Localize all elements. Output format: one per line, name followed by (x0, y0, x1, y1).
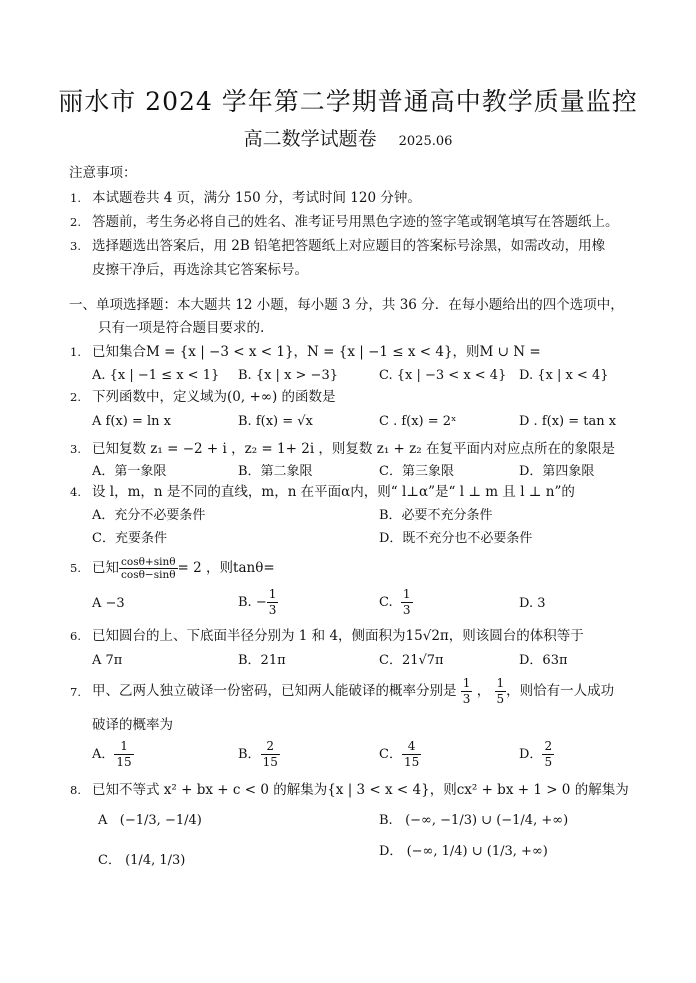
q6-option-d: D．63π (519, 653, 568, 668)
q7-d-label: D． (519, 747, 543, 762)
q7-c-den: 15 (403, 755, 420, 769)
subtitle-text: 高二数学试题卷 (243, 128, 377, 150)
q7-stem-cont: 破译的概率为 (92, 717, 173, 733)
question-number: 5. (70, 561, 81, 575)
exam-date: 2025.06 (398, 134, 453, 149)
q7-b-fraction (261, 739, 280, 770)
q8-a-label: A (98, 813, 108, 828)
question-4-stem: 设 l，m，n 是不同的直线，m，n 在平面α内，则“ l⊥α”是“ l ⊥ m 且 l ⊥ n”的 (92, 484, 575, 500)
question-5-stem (92, 551, 275, 585)
q8-option-c (98, 852, 185, 870)
q7-c-fraction (402, 739, 421, 770)
q5-stem-post: = 2 ，则tanθ= (177, 560, 275, 576)
q7-d-num: 2 (544, 739, 553, 753)
q5-c-num: 1 (402, 587, 411, 601)
q3-option-c: C．第三象限 (379, 464, 454, 479)
question-number: 1. (70, 345, 81, 359)
q7-frac-2-num: 1 (496, 676, 505, 690)
q6-option-a: A 7π (92, 653, 123, 668)
q8-b-text: (−∞, −1/3) ∪ (−1/4, +∞) (405, 813, 569, 828)
q5-frac-den: cosθ−sinθ (121, 569, 176, 581)
question-number: 7. (70, 685, 81, 699)
exam-subtitle (0, 124, 696, 151)
notice-num: 3. (70, 239, 81, 253)
question-1-stem: 已知集合M = {x | −3 < x < 1}，N = {x | −1 ≤ x < 4}，则M ∪ N = (92, 344, 541, 360)
q5-stem-pre: 已知 (92, 560, 119, 576)
notice-num: 2. (70, 215, 81, 229)
q5-option-c-fraction (401, 587, 413, 618)
q5-option-c-label: C. (379, 595, 393, 610)
q3-option-d: D．第四象限 (519, 464, 595, 479)
q8-c-text: (1/4, 1/3) (125, 853, 186, 868)
q7-option-a (92, 736, 134, 774)
q7-b-num: 2 (261, 739, 280, 755)
q7-a-den: 15 (116, 755, 132, 769)
q2-option-b: B. f(x) = √x (238, 414, 313, 429)
q7-frac-1-num: 1 (462, 676, 471, 690)
q8-d-label: D． (379, 844, 403, 859)
q5-b-den: 3 (268, 603, 277, 617)
q8-c-label: C． (98, 853, 121, 868)
q7-c-label: C． (379, 747, 402, 762)
question-7-stem: 甲、乙两人独立破译一份密码，已知两人能破译的概率分别是 $\frac{1}{3}$ ， $\frac{1}{5}$ ，则恰有一人成功 (92, 676, 615, 706)
q7-c-num: 4 (402, 739, 421, 755)
question-2-stem: 下列函数中，定义域为(0, +∞) 的函数是 (92, 389, 336, 405)
q1-option-d: D. {x | x < 4} (519, 368, 609, 383)
q7-option-b (238, 736, 280, 774)
q5-option-b (238, 584, 278, 622)
q5-b-num: 1 (268, 587, 277, 601)
q4-option-a: A．充分不必要条件 (92, 508, 206, 523)
q4-option-b: B．必要不充分条件 (379, 508, 493, 523)
q7-d-den: 5 (544, 755, 553, 769)
q8-b-label: B. (379, 813, 393, 828)
notice-item-2: 答题前，考生务必将自己的姓名、准考证号用黑色字迹的签字笔或钢笔填写在答题纸上。 (92, 214, 619, 230)
exam-title: 丽水市 2024 学年第二学期普通高中教学质量监控 (58, 87, 638, 116)
q7-stem-post: ，则恰有一人成功 (506, 683, 615, 699)
q7-option-d (519, 736, 554, 774)
notice-item-1: 本试题卷共 4 页，满分 150 分，考试时间 120 分钟。 (92, 190, 421, 206)
q8-a-text: (−1/3, −1/4) (119, 813, 202, 828)
q8-option-d (379, 843, 548, 861)
question-8-stem: 已知不等式 x² + bx + c < 0 的解集为{x | 3 < x < 4}，则cx² + bx + 1 > 0 的解集为 (92, 782, 629, 798)
q3-option-b: B．第二象限 (238, 464, 313, 479)
q2-option-a: A f(x) = ln x (92, 414, 171, 429)
q6-option-c: C．21√7π (379, 653, 444, 668)
question-number: 6. (70, 629, 81, 643)
q7-d-fraction (542, 739, 554, 770)
q7-b-label: B． (238, 747, 261, 762)
q7-b-den: 15 (262, 755, 278, 769)
q5-frac-num: cosθ+sinθ (121, 556, 176, 568)
q5-option-b-fraction (267, 587, 279, 618)
section-heading-cont: 只有一项是符合题目要求的. (98, 320, 265, 336)
q5-c-den: 3 (402, 603, 411, 617)
q2-option-c: C . f(x) = 2ˣ (379, 414, 457, 429)
q6-option-b: B．21π (238, 653, 286, 668)
q7-frac-1 (461, 676, 473, 707)
question-3-stem: 已知复数 z₁ = −2 + i ，z₂ = 1+ 2i ，则复数 z₁ + z₂ 在复平面内对应点所在的象限是 (92, 441, 615, 457)
q2-option-d: D . f(x) = tan x (519, 414, 617, 429)
q1-option-b: B. {x | x > −3} (238, 368, 338, 383)
q1-option-a: A. {x | −1 ≤ x < 1} (92, 368, 220, 383)
question-number: 4. (70, 485, 81, 499)
q3-option-a: A．第一象限 (92, 464, 167, 479)
q7-frac-2-den: 5 (496, 692, 505, 706)
q8-option-b (379, 812, 568, 830)
question-number: 8. (70, 783, 81, 797)
notice-item-3-cont: 皮擦干净后，再选涂其它答案标号。 (92, 262, 308, 278)
q4-option-c: C．充要条件 (92, 531, 167, 546)
notice-num: 1. (70, 191, 81, 205)
q7-stem-pre: 甲、乙两人独立破译一份密码，已知两人能破译的概率分别是 (92, 683, 457, 699)
q7-a-label: A． (92, 747, 115, 762)
q7-option-c (379, 736, 421, 774)
notice-item-3: 选择题选出答案后，用 2B 铅笔把答题纸上对应题目的答案标号涂黑，如需改动，用橡 (92, 238, 606, 254)
q5-option-b-label: B. − (238, 595, 267, 610)
q4-option-d: D．既不充分也不必要条件 (379, 531, 533, 546)
q8-option-a (98, 812, 202, 830)
q8-d-text: (−∞, 1/4) ∪ (1/3, +∞) (406, 844, 548, 859)
q7-a-fraction (114, 739, 133, 770)
section-heading: 一、单项选择题：本大题共 12 小题，每小题 3 分，共 36 分．在每小题给出的四个选项中， (69, 297, 624, 313)
q7-frac-1-den: 3 (462, 692, 471, 706)
q7-frac-2 (495, 676, 507, 707)
q5-option-c (379, 584, 413, 622)
question-6-stem: 已知圆台的上、下底面半径分别为 1 和 4，侧面积为15√2π，则该圆台的体积等于 (92, 628, 584, 644)
question-number: 2. (70, 390, 81, 404)
q1-option-c: C. {x | −3 < x < 4} (379, 368, 507, 383)
q5-option-a: A −3 (92, 596, 125, 611)
question-number: 3. (70, 442, 81, 456)
notice-heading: 注意事项： (69, 165, 137, 181)
q5-stem-fraction (119, 556, 178, 581)
q7-a-num: 1 (114, 739, 133, 755)
q5-option-d: D. 3 (519, 596, 546, 611)
